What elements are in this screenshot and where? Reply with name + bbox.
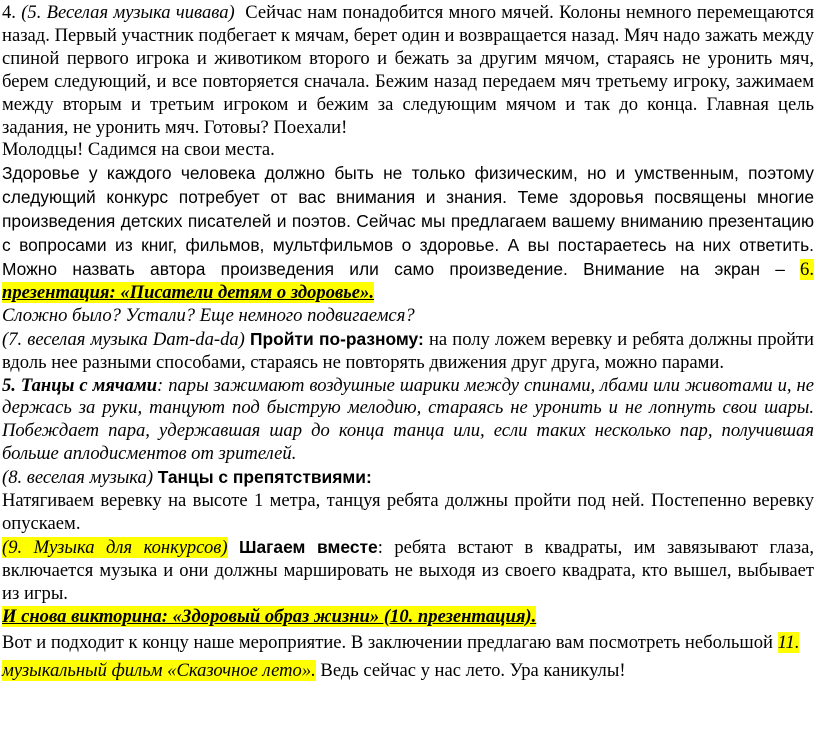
paragraph-rope: Натягиваем веревку на высоте 1 метра, танцуя ребята должны пройти под ней. Постепенно веревку опускаем. [2,490,814,534]
paragraph-text: Ведь сейчас у нас лето. Ура каникулы! [320,660,626,682]
presentation-title: презентация: «Писатели детям о здоровье». [2,281,375,303]
paragraph-text: : пары зажимают воздушные шарики между спинами, лбами или животами и, не держась за руки, танцуют под быструю мелодию, стараясь не уронить и не лопнуть свои шары. Побеждает пара, удержавшая шар до конца танца или, если таких несколько пар, получившая больше аплодисментов от зрителей. [2,374,814,465]
paragraph-question: Сложно было? Устали? Еще немного подвигаемся? [2,304,415,326]
music-cue: (7. веселая музыка Dam-da-da) [2,328,245,350]
paragraph-closing: Молодцы! Садимся на свои места. [2,139,275,161]
paragraph-quiz-2 [2,606,814,629]
item-number: 4. [2,2,16,23]
contest-title: Танцы с препятствиями: [157,467,372,488]
quiz-title: И снова викторина: «Здоровый образ жизни» (10. презентация). [2,605,537,627]
paragraph-ball-dance [2,375,814,467]
contest-title: Пройти по-разному: [250,328,424,349]
music-cue: (9. Музыка для конкурсов) [2,536,228,558]
paragraph-text: Сейчас нам понадобится много мячей. Колоны немного перемещаются назад. Первый участник подбегает к мячам, берет один и возвращается назад. Мяч надо зажать между спиной первого игрока и животиком второго и бежать за другим мячом, стараясь не уронить мяч, берем следующий, и все повторяется сначала. Бежим назад передаем мяч третьему игроку, зажимаем между вторым и третьим игроком и бежим за следующим мячом и так до конца. Главная цель задания, не уронить мяч. Готовы? Поехали! [2,2,814,138]
paragraph-obstacle-dance [2,466,814,490]
music-cue: (5. Веселая музыка чивава) [21,2,235,23]
paragraph-text: Вот и подходит к концу наше мероприятие. В заключении предлагаю вам посмотреть небольшой [2,632,773,654]
contest-title: 5. Танцы с мячами [2,374,158,396]
paragraph-conclusion [2,629,814,685]
paragraph-ball-relay [2,2,814,162]
paragraph-text: : ребята встают в квадраты, им завязывают глаза, включается музыка и они должны маршировать не выходя из своего квадрата, кто вышел, выбывает из игры. [2,536,814,604]
paragraph-text: Здоровье у каждого человека должно быть не только физическим, но и умственным, поэтому следующий конкурс потребует от вас внимания и знания. Теме здоровья посвящены многие произведения детских писателей и поэтов. Сейчас мы предлагаем вашему вниманию презентацию с вопросами из книг, фильмов, мультфильмов о здоровье. А вы постараетесь на них ответить. Можно назвать автора произведения или само произведение. Внимание на экран – [2,163,814,279]
music-cue: (8. веселая музыка) [2,467,154,489]
presentation-number: 6. [800,258,814,280]
paragraph-quiz-intro [2,162,814,304]
contest-title: Шагаем вместе [239,536,378,557]
paragraph-text: на полу ложем веревку и ребята должны пройти вдоль нее разными способами, стараясь не повторять движения друг друга, можно парами. [2,328,814,373]
film-title: 11. музыкальный фильм «Сказочное лето». [2,632,800,682]
paragraph-walk-differently [2,328,814,375]
paragraph-walk-together [2,536,814,606]
